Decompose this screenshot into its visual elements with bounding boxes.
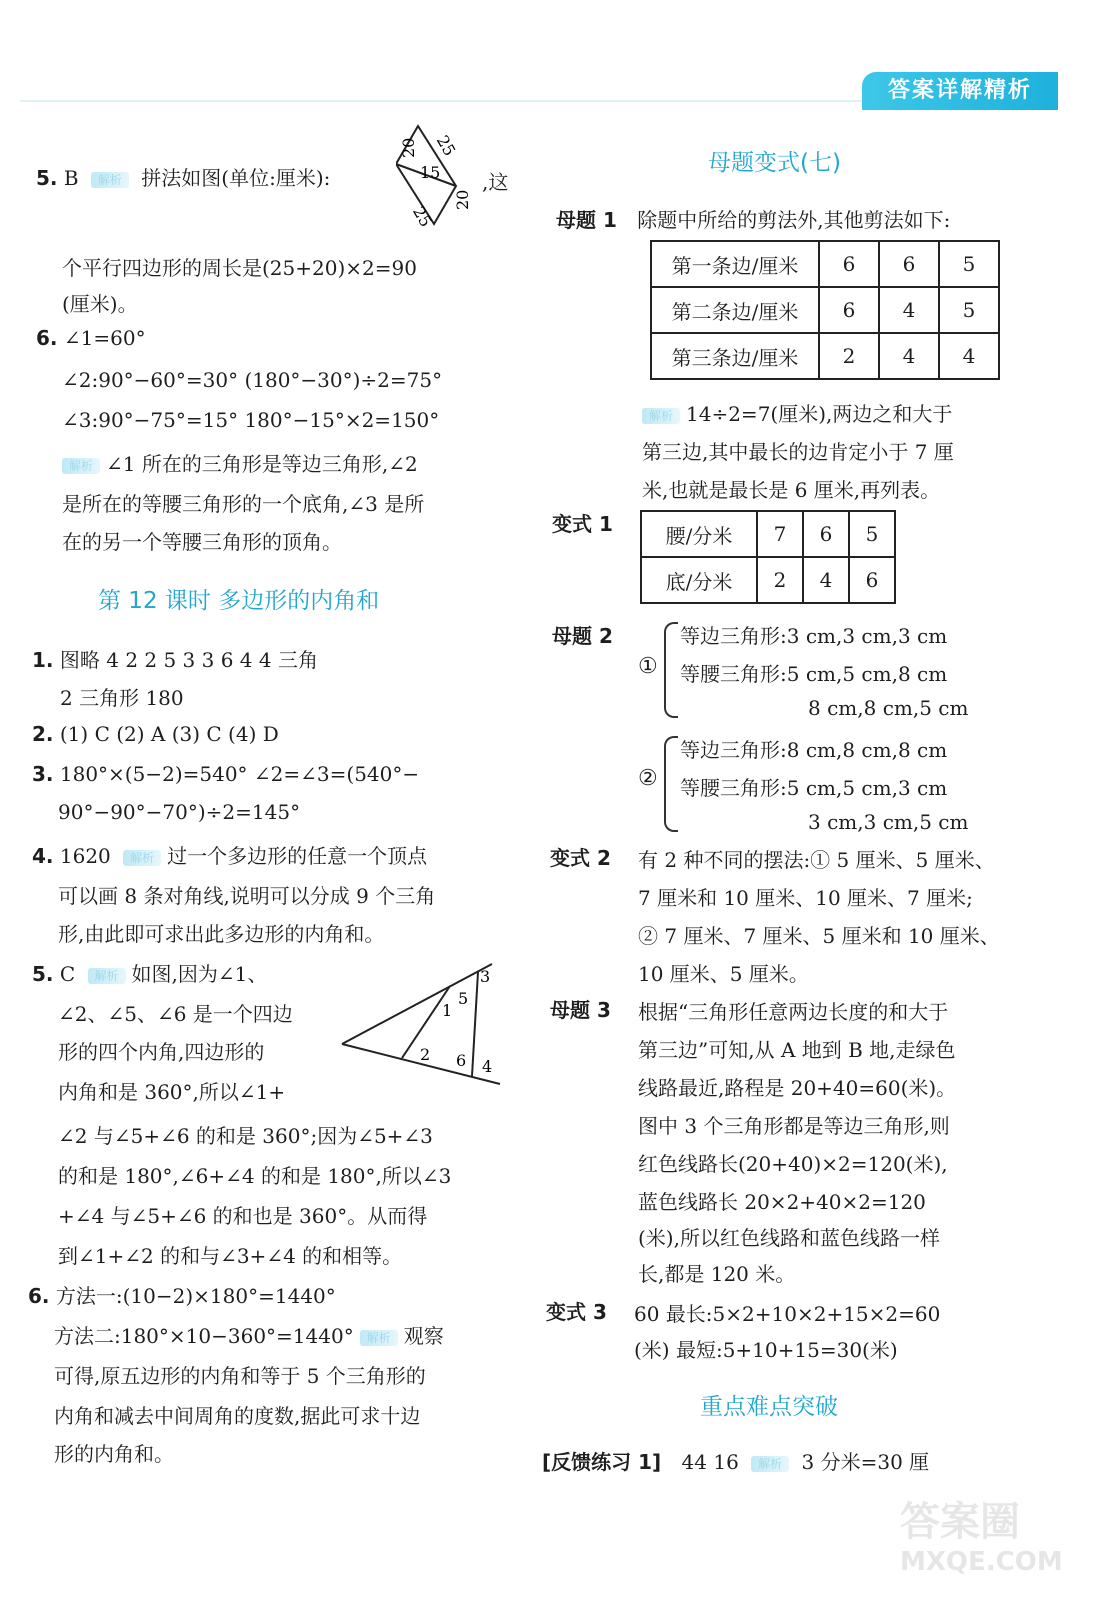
- q5b-line6: 的和是 180°,∠6+∠4 的和是 180°,所以∠3: [58, 1164, 452, 1188]
- q1-line2: 2 三角形 180: [60, 686, 184, 710]
- b2-line4: 10 厘米、5 厘米。: [638, 962, 809, 986]
- m2-a2: 等腰三角形:5 cm,5 cm,8 cm: [680, 662, 948, 686]
- fig-label: 6: [456, 1051, 467, 1070]
- watermark-logo: 答案圈 MXQE.COM: [900, 1499, 1063, 1577]
- m3-line6: 蓝色线路长 20×2+40×2=120: [638, 1190, 926, 1214]
- b2-line1: 有 2 种不同的摆法:① 5 厘米、5 厘米、: [638, 848, 995, 872]
- m2-b3: 3 cm,3 cm,5 cm: [808, 810, 969, 834]
- q3-line1: 3. 180°×(5−2)=540° ∠2=∠3=(540°−: [32, 762, 420, 786]
- fig-label: 25: [409, 203, 436, 231]
- b3-line2: (米) 最短:5+10+15=30(米): [634, 1338, 898, 1362]
- m3-line4: 图中 3 个三角形都是等边三角形,则: [638, 1114, 950, 1138]
- table-row: 第二条边/厘米 6 4 5: [651, 287, 999, 333]
- q6b-line1: 6. 方法一:(10−2)×180°=1440°: [28, 1284, 336, 1308]
- m3-line8: 长,都是 120 米。: [638, 1262, 796, 1286]
- section-title-7: 母题变式(七): [708, 150, 841, 176]
- m1-note2: 第三边,其中最长的边肯定小于 7 厘: [642, 440, 954, 464]
- m2-circle-2: ②: [638, 766, 658, 791]
- section-title-12: 第 12 课时 多边形的内角和: [98, 588, 380, 614]
- header-tab: 答案详解精析: [862, 72, 1058, 110]
- fig-label: 2: [420, 1045, 431, 1064]
- q5b-line1: 5. C 解析 如图,因为∠1、: [32, 962, 268, 986]
- m1-note1: 解析 14÷2=7(厘米),两边之和大于: [642, 398, 952, 427]
- q5a-line2: 个平行四边形的周长是(25+20)×2=90: [62, 256, 417, 280]
- q5a-tail: ,这: [482, 170, 509, 194]
- header-rule: [20, 100, 870, 102]
- q5b-line7: +∠4 与∠5+∠6 的和也是 360°。从而得: [58, 1204, 428, 1228]
- triangle-figure: [338, 960, 504, 1090]
- q1-line1: 1. 图略 4 2 2 5 3 3 6 4 4 三角: [32, 648, 318, 672]
- q5b-line5: ∠2 与∠5+∠6 的和是 360°;因为∠5+∠3: [58, 1124, 433, 1148]
- m3-line2: 第三边”可知,从 A 地到 B 地,走绿色: [638, 1038, 956, 1062]
- m2-b2: 等腰三角形:5 cm,5 cm,3 cm: [680, 776, 948, 800]
- b3-label: 变式 3: [546, 1300, 607, 1324]
- fig-label: 3: [480, 967, 491, 986]
- m2-a3: 8 cm,8 cm,5 cm: [808, 696, 969, 720]
- m3-line5: 红色线路长(20+40)×2=120(米),: [638, 1152, 948, 1176]
- fig-label: 20: [399, 137, 418, 158]
- table-row: 第三条边/厘米 2 4 4: [651, 333, 999, 379]
- q2-line1: 2. (1) C (2) A (3) C (4) D: [32, 722, 279, 746]
- fig-label: 25: [432, 132, 460, 160]
- m2-b1: 等边三角形:8 cm,8 cm,8 cm: [680, 738, 948, 762]
- brace: [664, 736, 678, 832]
- brace: [664, 622, 678, 718]
- q4-line2: 可以画 8 条对角线,说明可以分成 9 个三角: [58, 884, 436, 908]
- fig-label: 20: [453, 189, 472, 210]
- table-row: 腰/分米 7 6 5: [641, 511, 895, 557]
- q3-line2: 90°−90°−70°)÷2=145°: [58, 800, 301, 824]
- b1-label: 变式 1: [552, 512, 613, 536]
- analysis-tag: 解析: [91, 172, 129, 188]
- q4-line3: 形,由此即可求出此多边形的内角和。: [58, 922, 385, 946]
- q6b-line4: 内角和减去中间周角的度数,据此可求十边: [54, 1404, 421, 1428]
- q5b-line4: 内角和是 360°,所以∠1+: [58, 1080, 286, 1104]
- m2-circle-1: ①: [638, 654, 658, 679]
- b2-label: 变式 2: [550, 846, 611, 870]
- q6b-line3: 可得,原五边形的内角和等于 5 个三角形的: [54, 1364, 426, 1388]
- m1-table: [650, 240, 1000, 380]
- m3-line7: (米),所以红色线路和蓝色线路一样: [638, 1226, 940, 1250]
- q6a-line5: 是所在的等腰三角形的一个底角,∠3 是所: [62, 492, 425, 516]
- b2-line2: 7 厘米和 10 厘米、10 厘米、7 厘米;: [638, 886, 973, 910]
- q6a-line6: 在的另一个等腰三角形的顶角。: [62, 530, 342, 554]
- m2-a1: 等边三角形:3 cm,3 cm,3 cm: [680, 624, 948, 648]
- m1-note3: 米,也就是最长是 6 厘米,再列表。: [642, 478, 941, 502]
- q5b-line2: ∠2、∠5、∠6 是一个四边: [58, 1002, 293, 1026]
- fig-label: 4: [482, 1057, 493, 1076]
- q5a-line1: 5. B 解析 拼法如图(单位:厘米):: [36, 166, 331, 190]
- table-row: 第一条边/厘米 6 6 5: [651, 241, 999, 287]
- q5a-line3: (厘米)。: [62, 292, 138, 316]
- q6b-line2: 方法二:180°×10−360°=1440° 解析 观察: [54, 1324, 444, 1348]
- m1-line: 母题 1 除题中所给的剪法外,其他剪法如下:: [556, 208, 951, 232]
- q6a-line2: ∠2:90°−60°=30° (180°−30°)÷2=75°: [62, 368, 443, 392]
- q5b-line3: 形的四个内角,四边形的: [58, 1040, 265, 1064]
- q6a-line4: 解析 ∠1 所在的三角形是等边三角形,∠2: [62, 448, 418, 477]
- table-row: 底/分米 2 4 6: [641, 557, 895, 603]
- b3-line1: 60 最长:5×2+10×2+15×2=60: [634, 1302, 941, 1326]
- m2-label: 母题 2: [552, 624, 613, 648]
- parallelogram-figure: [396, 120, 476, 232]
- fig-label: 5: [458, 989, 469, 1008]
- b2-line3: ② 7 厘米、7 厘米、5 厘米和 10 厘米、: [638, 924, 1000, 948]
- fig-label: 15: [420, 163, 441, 182]
- fb-line: [反馈练习 1] 44 16 解析 3 分米=30 厘: [542, 1450, 930, 1474]
- q4-line1: 4. 1620 解析 过一个多边形的任意一个顶点: [32, 844, 428, 868]
- q6a-line1: 6. ∠1=60°: [36, 326, 146, 350]
- m3-line3: 线路最近,路程是 20+40=60(米)。: [638, 1076, 957, 1100]
- q6a-line3: ∠3:90°−75°=15° 180°−15°×2=150°: [62, 408, 440, 432]
- q5b-line8: 到∠1+∠2 的和与∠3+∠4 的和相等。: [58, 1244, 403, 1268]
- m3-line1: 根据“三角形任意两边长度的和大于: [638, 1000, 949, 1024]
- m3-label: 母题 3: [550, 998, 611, 1022]
- q6b-line5: 形的内角和。: [54, 1442, 174, 1466]
- b1-table: [640, 510, 896, 604]
- fig-label: 1: [442, 1001, 453, 1020]
- section-title-key: 重点难点突破: [700, 1394, 838, 1420]
